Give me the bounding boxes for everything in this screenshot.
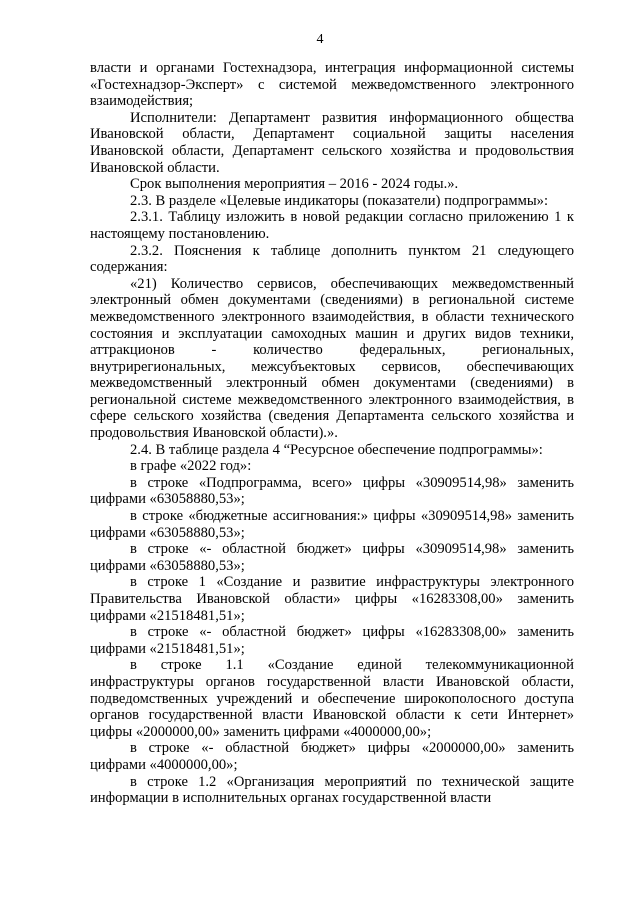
paragraph-executors: Исполнители: Департамент развития информационного общества Ивановской области, Департамент социальной защиты населения Ивановской области, Департамент сельского хозяйства и продовольствия Ивановской области.: [90, 109, 574, 176]
paragraph-continuation: власти и органами Гостехнадзора, интеграция информационной системы «Гостехнадзор-Эксперт» с системой межведомственного электронного взаимодействия;: [90, 60, 574, 110]
paragraph-row-subprogram-total: в строке «Подпрограмма, всего» цифры «30909514,98» заменить цифрами «63058880,53»;: [90, 474, 574, 508]
paragraph-row-1: в строке 1 «Создание и развитие инфраструктуры электронного Правительства Ивановской области» цифры «16283308,00» заменить цифрами «21518481,51»;: [90, 574, 574, 624]
paragraph-deadline: Срок выполнения мероприятия – 2016 - 2024 годы.».: [130, 176, 459, 193]
page-number: 4: [316, 32, 324, 47]
paragraph-row-1-2: в строке 1.2 «Организация мероприятий по технической защите информации в исполнительных органах государственной власти: [90, 773, 574, 807]
document-body: [90, 60, 574, 807]
paragraph-row-1-1: в строке 1.1 «Создание единой телекоммуникационной инфраструктуры органов государственной власти Ивановской области, подведомственных учреждений и обеспечение широкополосного доступа органов государственной власти Ивановской области к сети Интернет» цифры «2000000,00» заменить цифрами «4000000,00»;: [90, 657, 574, 740]
paragraph-section-2-4: 2.4. В таблице раздела 4 “Ресурсное обеспечение подпрограммы»:: [130, 441, 543, 458]
paragraph-row-1-regional-budget: в строке «- областной бюджет» цифры «16283308,00» заменить цифрами «21518481,51»;: [90, 624, 574, 657]
paragraph-2-3-2: 2.3.2. Пояснения к таблице дополнить пунктом 21 следующего содержания:: [90, 242, 574, 276]
paragraph-row-1-1-regional-budget: в строке «- областной бюджет» цифры «2000000,00» заменить цифрами «4000000,00»;: [90, 740, 574, 773]
paragraph-row-regional-budget: в строке «- областной бюджет» цифры «30909514,98» заменить цифрами «63058880,53»;: [90, 541, 574, 574]
paragraph-column-2022: в графе «2022 год»:: [130, 458, 252, 475]
paragraph-section-2-3: 2.3. В разделе «Целевые индикаторы (показатели) подпрограммы»:: [130, 192, 548, 209]
paragraph-row-budget-allocations: в строке «бюджетные ассигнования:» цифры «30909514,98» заменить цифрами «63058880,53»;: [90, 508, 574, 541]
paragraph-2-3-1: 2.3.1. Таблицу изложить в новой редакции согласно приложению 1 к настоящему постановлению.: [90, 209, 574, 242]
paragraph-item-21: «21) Количество сервисов, обеспечивающих межведомственный электронный обмен документами (сведениями) в региональной системе межведомственного электронного взаимодействия, в области технического состояния и эксплуатации самоходных машин и других видов техники, аттракционов - количество федеральных, региональных, внутрирегиональных, межсубъектовых сервисов, обеспечивающих межведомственный электронный обмен документами (сведениями) в региональной системе межведомственного электронного взаимодействия, в сфере сельского хозяйства (сведения Департамента сельского хозяйства и продовольствия Ивановской области).».: [90, 275, 574, 442]
